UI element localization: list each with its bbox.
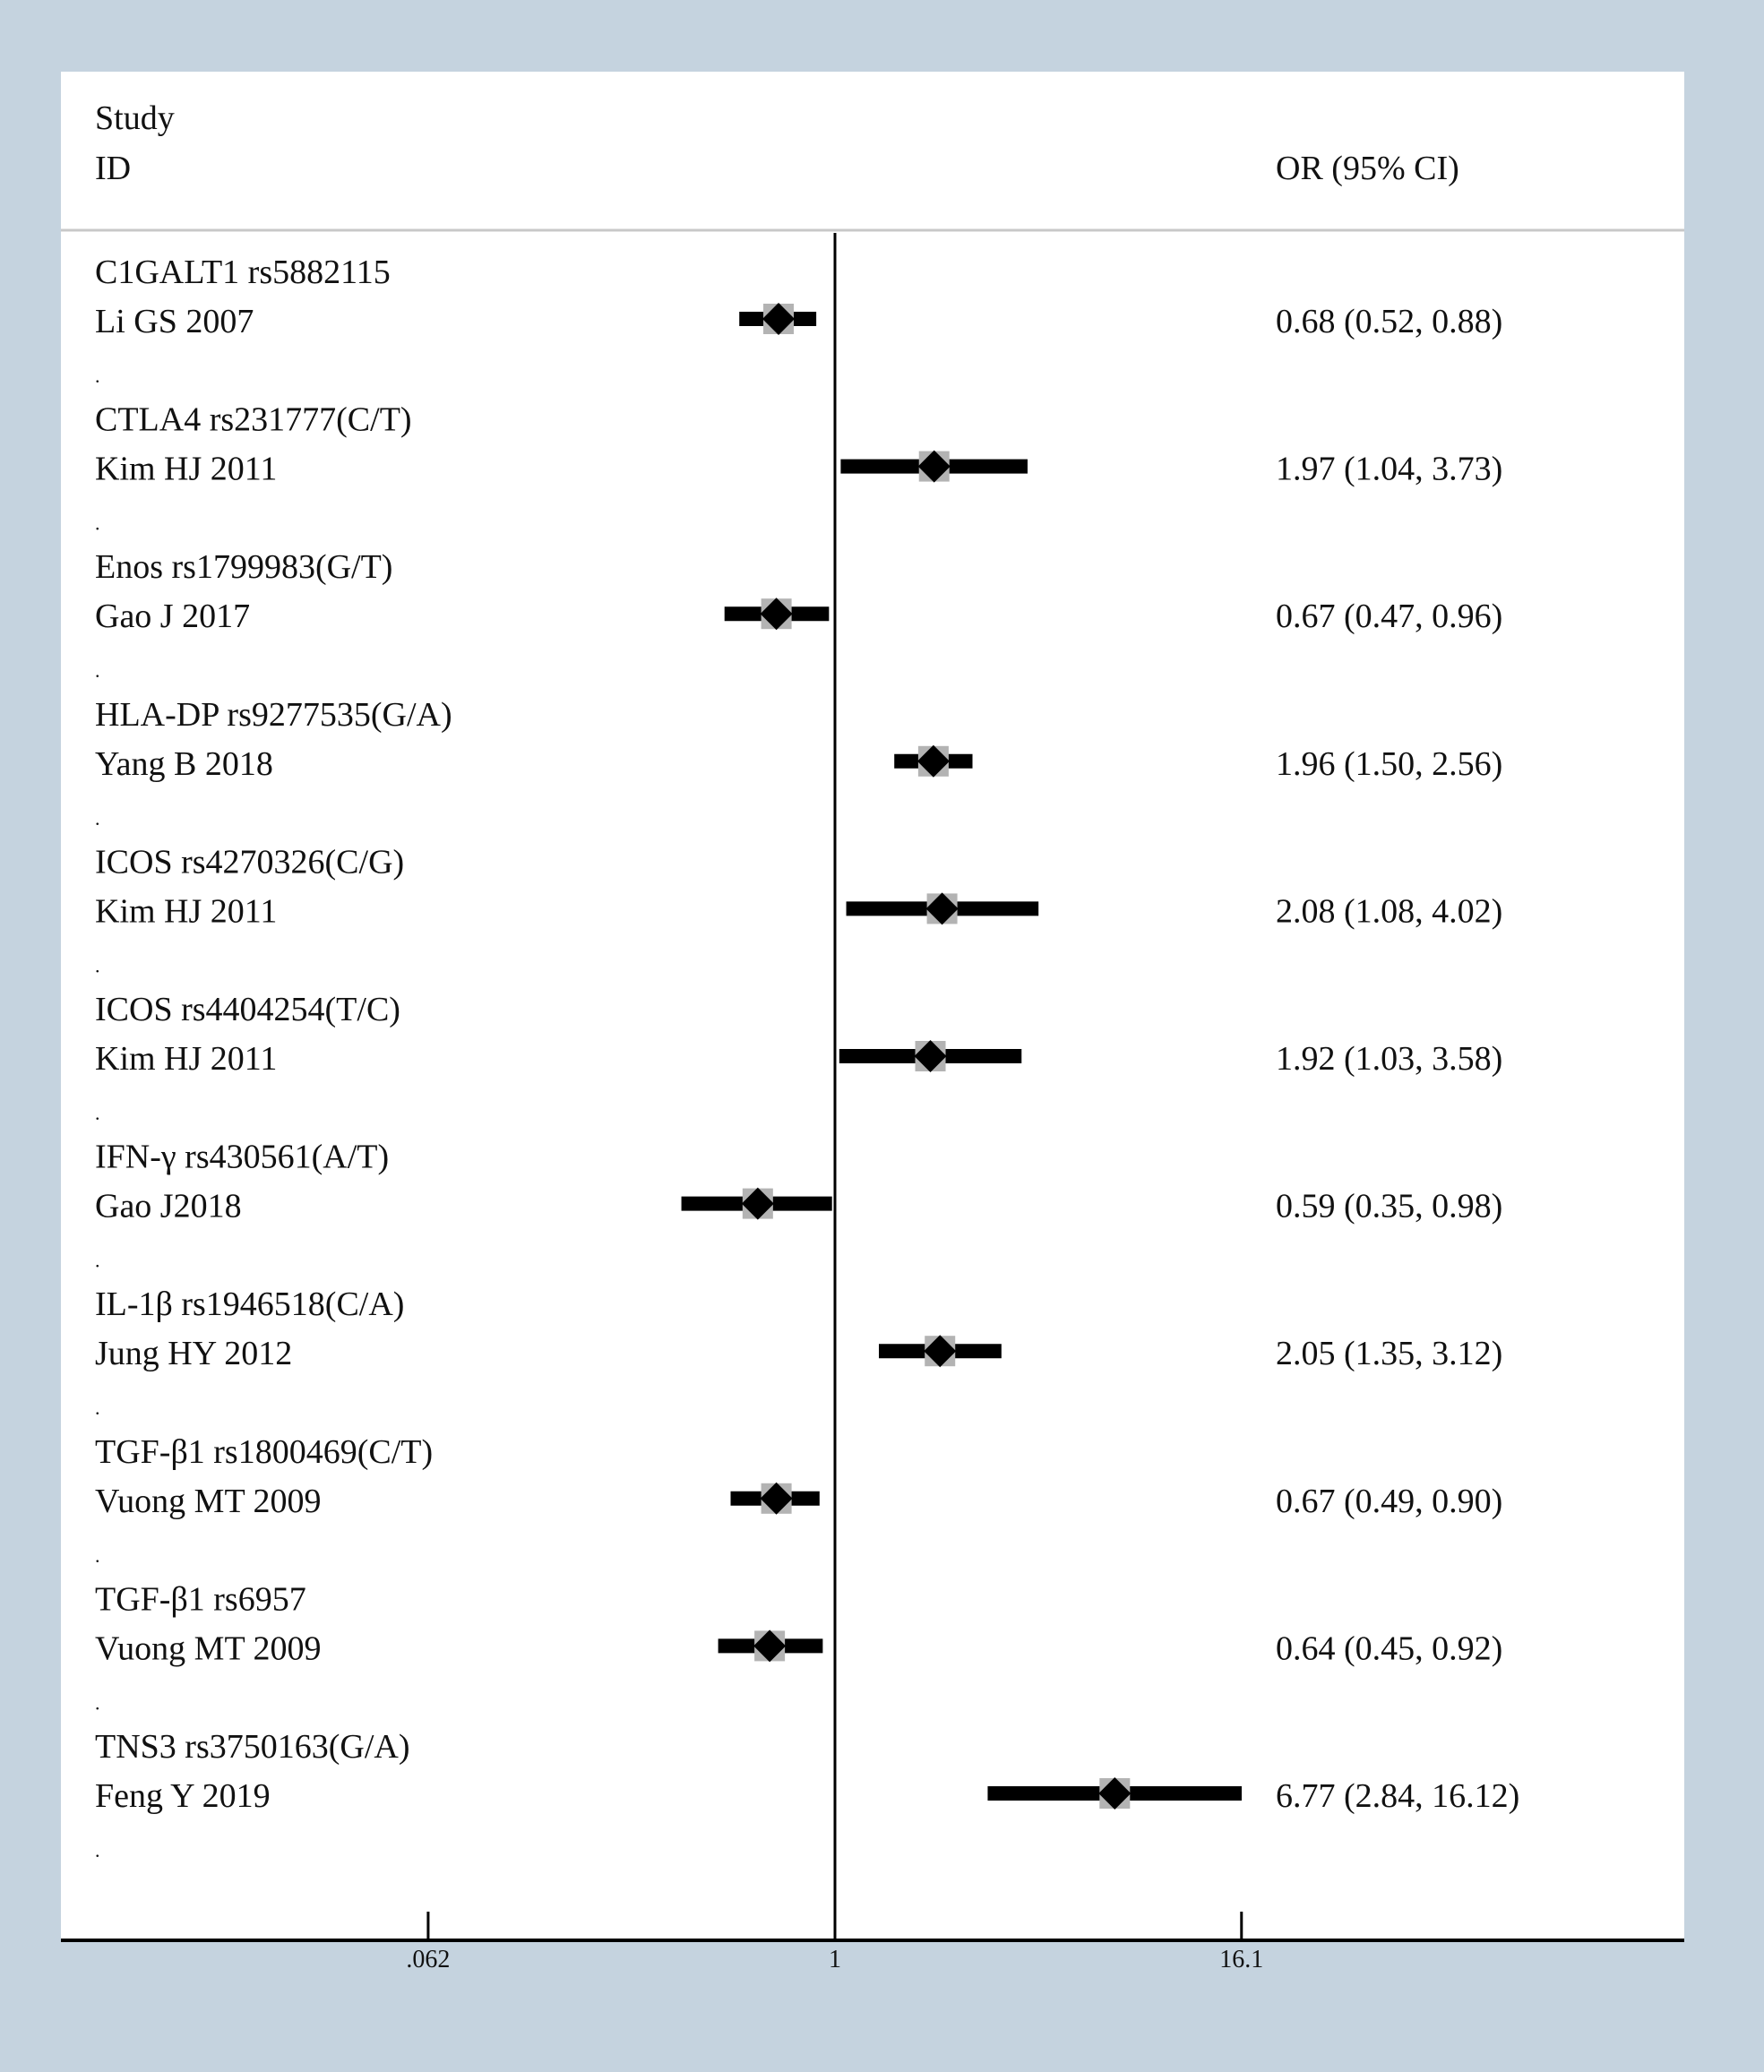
subgroup-label: ICOS rs4270326(C/G) [95,843,405,881]
or-ci-value: 0.68 (0.52, 0.88) [1276,303,1503,340]
subgroup-label: TNS3 rs3750163(G/A) [95,1728,410,1766]
study-label: Gao J2018 [95,1187,242,1225]
subgroup-separator: . [95,1839,100,1861]
or-ci-header: OR (95% CI) [1276,150,1459,187]
subgroup-separator: . [95,512,100,535]
subgroup-label: HLA-DP rs9277535(G/A) [95,695,452,734]
x-tick-label: 16.1 [1219,1946,1264,1973]
study-label: Yang B 2018 [95,744,273,783]
subgroup-separator: . [95,1691,100,1715]
study-label: Gao J 2017 [95,598,251,636]
subgroup-label: IL-1β rs1946518(C/A) [95,1285,405,1324]
or-ci-value: 0.67 (0.47, 0.96) [1276,598,1503,636]
forest-plot-panel [61,72,1684,1942]
subgroup-separator: . [95,1543,100,1567]
study-label: Kim HJ 2011 [95,450,278,488]
subgroup-separator: . [95,1249,100,1272]
subgroup-separator: . [95,806,100,830]
study-label: Feng Y 2019 [95,1777,271,1815]
subgroup-label: CTLA4 rs231777(C/T) [95,400,412,439]
or-ci-value: 1.97 (1.04, 3.73) [1276,450,1503,488]
study-label: Jung HY 2012 [95,1335,293,1373]
subgroup-separator: . [95,365,100,387]
study-label: Kim HJ 2011 [95,1040,278,1078]
study-label: Li GS 2007 [95,303,254,340]
subgroup-separator: . [95,954,100,977]
or-ci-value: 0.67 (0.49, 0.90) [1276,1482,1503,1520]
or-ci-value: 1.96 (1.50, 2.56) [1276,744,1503,783]
subgroup-label: TGF-β1 rs1800469(C/T) [95,1432,434,1471]
study-label: Vuong MT 2009 [95,1629,322,1668]
subgroup-label: Enos rs1799983(G/T) [95,548,393,587]
subgroup-label: C1GALT1 rs5882115 [95,254,391,291]
forest-plot [61,72,1684,1942]
study-label: Vuong MT 2009 [95,1482,322,1520]
id-header: ID [95,150,132,187]
subgroup-label: ICOS rs4404254(T/C) [95,991,400,1028]
or-ci-value: 2.08 (1.08, 4.02) [1276,892,1503,931]
x-tick-label: .062 [406,1946,451,1973]
or-ci-value: 2.05 (1.35, 3.12) [1276,1335,1503,1373]
or-ci-value: 1.92 (1.03, 3.58) [1276,1040,1503,1078]
subgroup-separator: . [95,659,100,683]
or-ci-value: 0.59 (0.35, 0.98) [1276,1187,1503,1225]
study-header: Study [95,99,175,137]
subgroup-label: IFN-γ rs430561(A/T) [95,1138,390,1176]
subgroup-label: TGF-β1 rs6957 [95,1580,306,1619]
or-ci-value: 6.77 (2.84, 16.12) [1276,1777,1520,1815]
study-label: Kim HJ 2011 [95,892,278,931]
x-tick-label: 1 [829,1946,841,1973]
or-ci-value: 0.64 (0.45, 0.92) [1276,1629,1503,1668]
subgroup-separator: . [95,1397,100,1420]
subgroup-separator: . [95,1102,100,1124]
